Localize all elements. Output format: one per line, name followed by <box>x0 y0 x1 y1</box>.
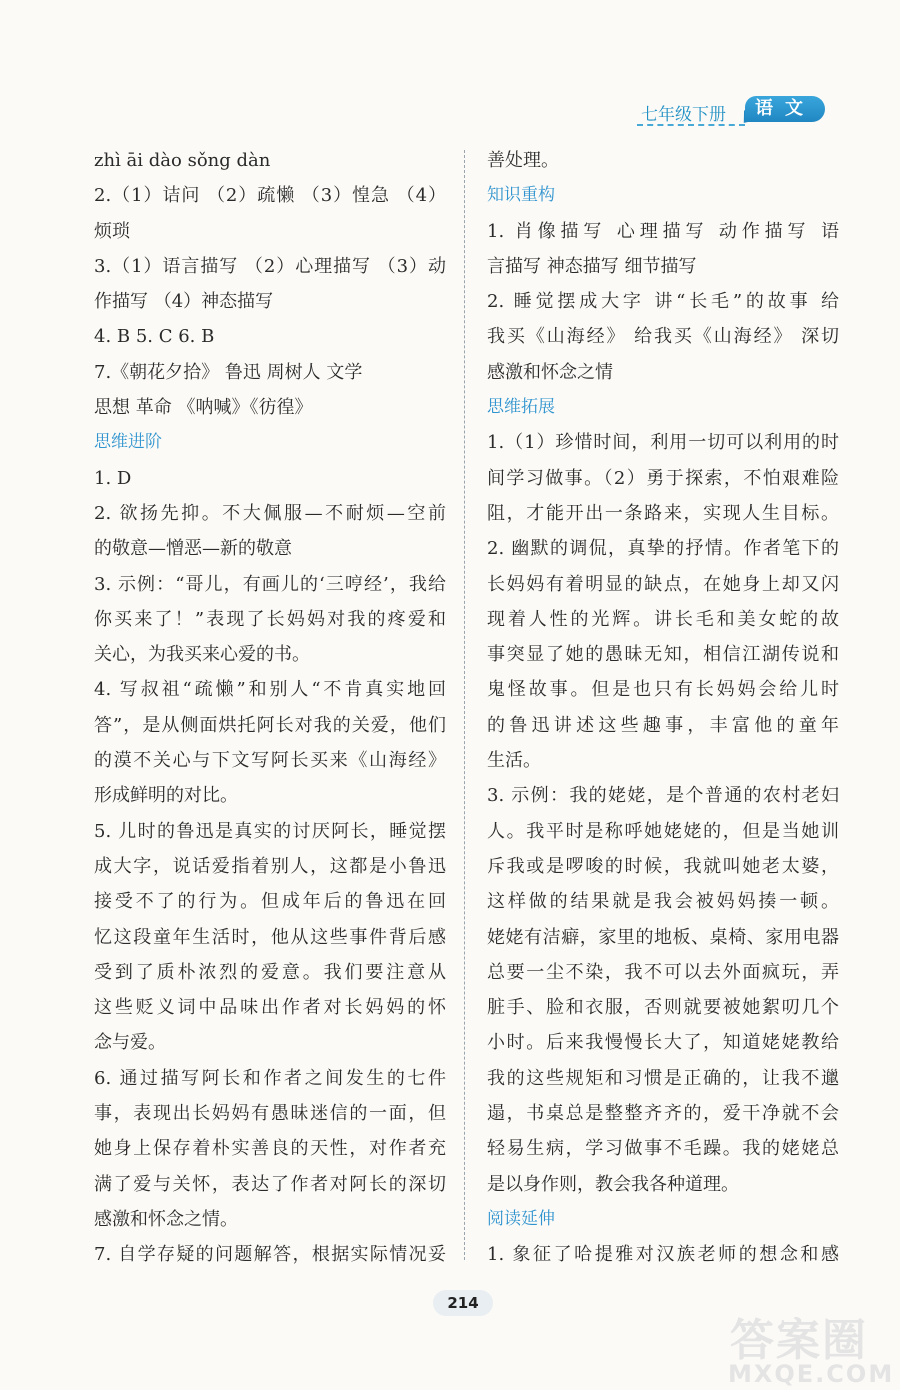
subject-tag: 语文 <box>745 96 825 122</box>
section-heading: 思维拓展 <box>487 397 555 418</box>
section-heading: 阅读延伸 <box>487 1208 555 1229</box>
text-line: 这些贬义词中品味出作者对长妈妈的怀 <box>94 997 446 1019</box>
text-line: 2.（1）诘问 （2）疏懒 （3）惶急 （4） <box>94 185 446 207</box>
text-line: 脏手、脸和衣服，否则就要被她絮叨几个 <box>487 997 839 1019</box>
section-heading: 知识重构 <box>487 185 555 206</box>
text-line: 接受不了的行为。但成年后的鲁迅在回 <box>94 891 446 913</box>
text-line: 念与爱。 <box>94 1032 166 1054</box>
text-line: 感激和怀念之情 <box>487 361 613 383</box>
watermark-line2: MXQE.COM <box>728 1360 895 1388</box>
text-line: 言描写 神态描写 细节描写 <box>487 255 697 277</box>
text-line: 3.（1）语言描写 （2）心理描写 （3）动 <box>94 255 446 277</box>
text-line: 鬼怪故事。但是也只有长妈妈会给儿时 <box>487 679 839 701</box>
section-heading: 思维进阶 <box>94 432 162 453</box>
text-line: 她身上保存着朴实善良的天性，对作者充 <box>94 1138 446 1160</box>
text-line: 满了爱与关怀，表达了作者对阿长的深切 <box>94 1173 446 1195</box>
text-line: 的敬意—憎恶—新的敬意 <box>94 538 292 560</box>
text-line: 善处理。 <box>487 150 559 171</box>
column-divider <box>464 150 465 1260</box>
text-line: 4. 写叔祖“疏懒”和别人“不肯真实地回 <box>94 679 446 701</box>
text-line: 成大字，说话爱指着别人，这都是小鲁迅 <box>94 855 446 877</box>
text-line: 思想 革命 《呐喊》《彷徨》 <box>94 397 313 419</box>
text-line: 事，表现出长妈妈有愚昧迷信的一面，但 <box>94 1103 446 1125</box>
text-line: 感激和怀念之情。 <box>94 1208 238 1230</box>
text-line: 1. 肖像描写 心理描写 动作描写 语 <box>487 220 839 242</box>
text-line: 遢，书桌总是整整齐齐的，爱干净就不会 <box>487 1103 839 1125</box>
text-line: 答”，是从侧面烘托阿长对我的关爱，他们 <box>94 714 446 736</box>
text-line: 烦琐 <box>94 220 130 242</box>
text-line: 你买来了！”表现了长妈妈对我的疼爱和 <box>94 608 446 630</box>
text-line: 4. B 5. C 6. B <box>94 326 215 348</box>
grade-label: 七年级下册 <box>641 105 726 125</box>
text-line: 现着人性的光辉。讲长毛和美女蛇的故 <box>487 608 839 630</box>
text-line: 受到了质朴浓烈的爱意。我们要注意从 <box>94 961 446 983</box>
text-line: 的鲁迅讲述这些趣事，丰富他的童年 <box>487 714 839 736</box>
text-line: 关心，为我买来心爱的书。 <box>94 644 310 666</box>
text-line: 2. 幽默的调侃，真挚的抒情。作者笔下的 <box>487 538 839 560</box>
text-line: 事突显了她的愚昧无知，相信江湖传说和 <box>487 644 839 666</box>
text-line: 6. 通过描写阿长和作者之间发生的七件 <box>94 1067 446 1089</box>
text-line: 轻易生病，学习做事不毛躁。我的姥姥总 <box>487 1138 839 1160</box>
page-number: 214 <box>433 1290 493 1316</box>
text-line: 我的这些规矩和习惯是正确的，让我不邋 <box>487 1067 839 1089</box>
text-line: 5. 儿时的鲁迅是真实的讨厌阿长，睡觉摆 <box>94 820 446 842</box>
watermark-line1: 答案圈 <box>730 1315 868 1366</box>
text-line: 总要一尘不染，我不可以去外面疯玩，弄 <box>487 961 839 983</box>
text-line: 作描写 （4）神态描写 <box>94 291 274 313</box>
left-column <box>94 143 446 1273</box>
text-line: 1.（1）珍惜时间，利用一切可以利用的时 <box>487 432 839 454</box>
text-line: zhì āi dào sǒng dàn <box>94 150 271 171</box>
text-line: 2. 欲扬先抑。不大佩服—不耐烦—空前 <box>94 502 446 524</box>
header-dashed-underline <box>637 124 745 126</box>
watermark-logo <box>720 1300 895 1390</box>
text-line: 这样做的结果就是我会被妈妈揍一顿。 <box>487 891 839 913</box>
text-line: 人。我平时是称呼她姥姥的，但是当她训 <box>487 820 839 842</box>
right-column <box>487 143 839 1273</box>
text-line: 长妈妈有着明显的缺点，在她身上却又闪 <box>487 573 839 595</box>
text-line: 7. 自学存疑的问题解答，根据实际情况妥 <box>94 1244 446 1266</box>
text-line: 阻，才能开出一条路来，实现人生目标。 <box>487 502 839 524</box>
text-line: 斥我或是啰唆的时候，我就叫她老太婆， <box>487 855 839 877</box>
text-line: 忆这段童年生活时，他从这些事件背后感 <box>94 926 446 948</box>
text-line: 是以身作则，教会我各种道理。 <box>487 1173 739 1195</box>
text-line: 生活。 <box>487 750 541 772</box>
page-header <box>635 96 835 132</box>
text-line: 小时。后来我慢慢长大了，知道姥姥教给 <box>487 1032 839 1054</box>
text-line: 我买《山海经》 给我买《山海经》 深切 <box>487 326 839 348</box>
text-line: 的漠不关心与下文写阿长买来《山海经》 <box>94 750 446 772</box>
text-line: 1. 象征了哈提雅对汉族老师的想念和感 <box>487 1244 839 1266</box>
text-line: 形成鲜明的对比。 <box>94 785 238 807</box>
text-line: 姥姥有洁癖，家里的地板、桌椅、家用电器 <box>487 926 839 948</box>
text-line: 1. D <box>94 467 132 489</box>
text-line: 间学习做事。（2）勇于探索，不怕艰难险 <box>487 467 839 489</box>
text-line: 2. 睡觉摆成大字 讲“长毛”的故事 给 <box>487 291 839 313</box>
text-line: 3. 示例：我的姥姥，是个普通的农村老妇 <box>487 785 839 807</box>
text-line: 7.《朝花夕拾》 鲁迅 周树人 文学 <box>94 361 363 383</box>
text-line: 3. 示例：“哥儿，有画儿的‘三哼经’，我给 <box>94 573 446 595</box>
